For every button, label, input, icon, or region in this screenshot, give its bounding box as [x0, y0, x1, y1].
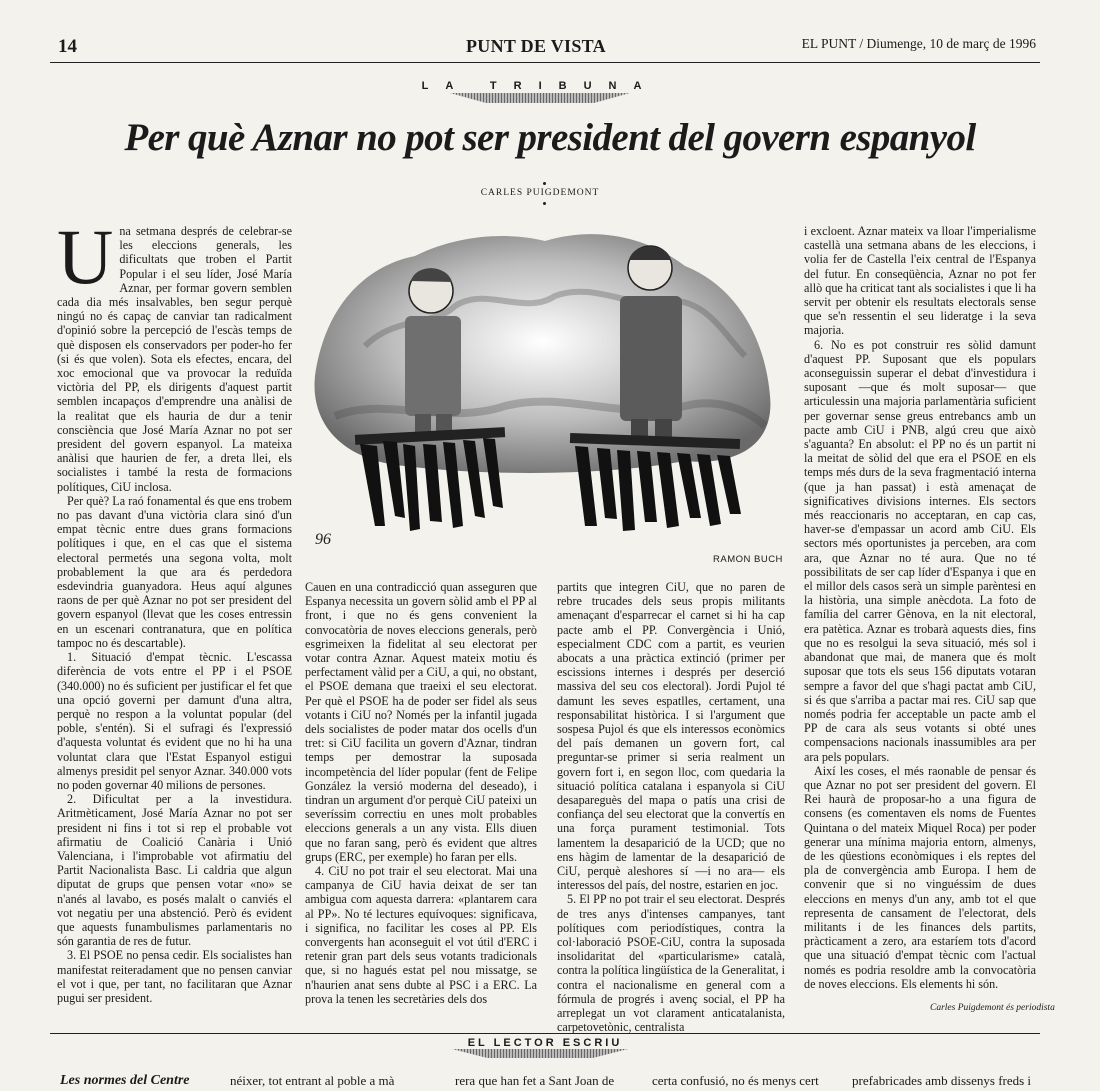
paragraph: 1. Situació d'empat tècnic. L'escassa diferència de vots entre el PP i el PSOE (340.000) no és suficient per justificar el fet que una opció governi per damunt d'una altra, perquè no respon a la voluntat popular (del poble, s'entén). Si el sufragi és l'expressió d'aquesta voluntat és evident que no hi ha una voluntat clara que l'Estat Espanyol estigui almenys presidit pel senyor Aznar. 340.000 vots no poden governar 40 milions de persones.	[57, 650, 292, 792]
paragraph: Una setmana després de celebrar-se les eleccions generals, les dificultats que troben el Partit Popular i el seu líder, José María Aznar, per formar govern semblen cada dia més insalvables, ben segur perquè ningú no és capaç de canviar tan radicalment d'opinió sobre la percepció de l'escàs temps de què disposen els conservadors per poder-ho fer (si és que volen). Sota els efectes, encara, del xoc emocional que va provocar la reduïda victòria del PP, els dirigents d'aquest partit semblen incapaços d'emprendre una anàlisi de la realitat que els hauria de dur a tenir consciència que José María Aznar no pot ser president del govern espanyol. La mateixa anàlisi que haurien de fer, a dreta llei, els socialistes i també la resta de formacions polítiques, CiU inclosa.	[57, 213, 292, 494]
column-2	[305, 580, 537, 1020]
paragraph: partits que integren CiU, que no paren de rebre trucades dels seus propis militants amenaçant d'esparrecar el carnet si hi ha cap pacte amb el PP. Convergència i Unió, especialment CDC com a partit, es veurien abocats a una pràctica extinció (primer per escissions internes i després per deserció massiva del seu cos electoral). Jordi Pujol té damunt les seves espatlles, certament, una responsabilitat històrica. I si l'argument que sospesa Pujol és que els interessos econòmics del país demanen un govern fort, cal preguntar-se primer si seria realment un govern fort i, en segon lloc, com quedaria la situació política catalana i espanyola si CiU desapareguès del mapa o patís una crisi de confiança del seu electorat que la convertís en una força purament testimonial. Tots lamentem la desaparició de la UCD; que no ens hàgim de lamentar de la desaparició de CiU, perquè aleshores sí —i no ara— els interessos del país, del nostre, estarien en joc.	[557, 580, 785, 893]
footer-snippet: certa confusió, no és menys cert	[652, 1073, 819, 1088]
footer-snippet-title: Les normes del Centre	[60, 1073, 190, 1088]
section-title: PUNT DE VISTA	[466, 36, 606, 56]
illustration-credit: RAMON BUCH	[713, 554, 783, 565]
footer-snippet: prefabricades amb dissenys freds i	[852, 1073, 1032, 1088]
artist-signature: 96	[315, 531, 331, 548]
kicker-ornament	[450, 93, 630, 103]
drop-cap: U	[57, 213, 114, 300]
paragraph: i excloent. Aznar mateix va lloar l'imperialisme castellà una setmana abans de les eleccions, i volia fer de Castella l'eix central de l'Espanya del futur. En conseqüència, Aznar no pot fer allò que ha criticat tant als socialistes i que li ha servit per obtenir els resultats electorals sense que se'n ressentin el seu lideratge i la seva majoria.	[804, 224, 1036, 338]
lector-ornament	[452, 1049, 628, 1058]
paragraph: Cauen en una contradicció quan asseguren que Espanya necessita un govern sòlid amb el PP al front, i que no és gens convenient la convocatòria de noves eleccions generals, però esgrimeixen la fidelitat al seu electorat per votar contra Aznar. Aquest mateix motiu és perfectament vàlid per a CiU, a qui, no obstant, el PSOE demana que traeixi el seu electorat. Per què el PSOE ha de poder ser fidel als seus votants i CiU no? Només per la infantil jugada dels socialistes de poder matar dos ocells d'un tret: si CiU facilita un govern d'Aznar, tindran temps per demostrar la suposada incompetència del líder popular (fent de Felipe González la versió moderna del deseado), i tindran un argument d'or perquè CiU pateixi un severíssim correctiu en unes molt probables eleccions generals a un any vista. Ells diuen que no faran sang, però és evident que altres grups (ERC, per exemple) ho faran per ells.	[305, 580, 537, 864]
column-1	[57, 213, 292, 1005]
footer-snippet: rera que han fet a Sant Joan de	[455, 1073, 615, 1088]
header-rule	[50, 62, 1040, 63]
paragraph: 6. No es pot construir res sòlid damunt d'aquest PP. Suposant que els populars aconseguissin superar el debat d'investidura i suposant —que és molt suposar— que articulessin una majoria parlamentària suficient per governar sense greus entrebancs amb un pacte amb CiU i PNB, algú creu que això s'aguanta? En absolut: el PP no és un partit ni la meitat de sòlid del que era el PSOE en els temps més durs de la seva fragmentació interna (que ja han passat) i està amenaçat de significatives divisions internes. Els sectors més reaccionaris no acceptaran, en cap cas, haver-se d'empassar un acord amb CiU. Els sectors més oportunistes ja perceben, ara com ara, que Aznar no té aura. Que no té possibilitats de ser cap líder d'Espanya i que en el millor dels casos serà un simple parèntesi en la història, una simple anècdota. La foto de família del carrer Gènova, en la nit electoral, era patètica. Aznar es trobarà aquests dies, fins que no es resolgui la seva situació, més sol i abandonat que mai, de manera que és molt suposar que tots els seus 156 diputats votaran sempre a favor del que s'hagi pactat amb CiU, si és que s'arriba a pactar mai res. CiU sap que només podria fer acceptable un pacte amb el PP de cara als seus votants si obté unes compensacions nacionals inassumibles ara per ara pels populars.	[804, 337, 1036, 764]
figure-left	[405, 268, 461, 434]
page-header	[0, 36, 1080, 60]
paragraph: 2. Dificultat per a la investidura. Aritmèticament, José María Aznar no pot ser president ni fins i tot si rep el probable vot afirmatiu de Coalició Canària i Unió Valenciana, i l'improbable vot afirmatiu del Partit Nacionalista Basc. Li caldria que algun diputat de grups que pensen votar «no» se n'anés al lavabo, es posés malalt o canviés el vot negatiu per una abstenció. Però és evident que aquests funambulismes parlamentaris no són garantia de res de futur.	[57, 792, 292, 949]
paragraph: Així les coses, el més raonable de pensar és que Aznar no pot ser president del govern. El Rei haurà de proposar-ho a una figura de consens (es comentaven els noms de Fuentes Quintana o del mateix Miquel Roca) per poder generar una mínima majoria entorn, almenys, de les qüestions econòmiques i els reptes del pla de convergència amb Europa. I hem de convenir que si no vinguéssim de dues eleccions en menys d'un any, amb tot el que representa de cansament de l'electorat, dels militants i de les finances dels partits, pràcticament a zero, ara estaríem tots d'acord que una situació d'empat tècnic com l'actual només es podria resoldre amb la convocatòria de noves eleccions. Els elements hi són.	[804, 763, 1036, 991]
kicker: LA TRIBUNA	[421, 80, 659, 92]
column-3	[557, 580, 785, 1035]
lector-section-title: EL LECTOR ESCRIU	[467, 1037, 623, 1049]
dateline: EL PUNT / Diumenge, 10 de març de 1996	[801, 36, 1036, 51]
byline: CARLES PUIGDEMONT	[0, 188, 1080, 198]
author-signoff: Carles Puigdemont és periodista	[930, 1003, 1055, 1013]
footer-snippet: néixer, tot entrant al poble a mà	[230, 1073, 395, 1088]
paragraph: Per què? La raó fonamental és que ens trobem no pas davant d'una victòria clara sinó d'un empat tècnic entre dues grans formacions polítiques i que, en el cas que el sistema electoral permetés una segona volta, molt probablement la que ara és perdedora esdevindria guanyadora. Heus aquí algunes raons de per què Aznar no pot ser president del govern espanyol (llevat que les coses entressin en un escenari contranatura, que en política tampoc no és descartable).	[57, 493, 292, 650]
page-number: 14	[58, 36, 77, 57]
cartoon-illustration	[305, 226, 785, 556]
paragraph: 3. El PSOE no pensa cedir. Els socialistes han manifestat reiteradament que no pensen canviar el vot i que, per tant, no facilitaran que Aznar pugui ser president.	[57, 948, 292, 1005]
paragraph: 5. El PP no pot trair el seu electorat. Després de tres anys d'intenses campanyes, tant polítiques com periodístiques, contra la col·laboració PSOE-CiU, contra la suposada insolidaritat del «particularisme» català, contra la política lingüística de la Generalitat, i contra el nacionalisme en general com a fórmula de progrés i avenç social, el PP ha arreplegat un vot clarament anticatalanista, carpetovetònic, centralista	[557, 892, 785, 1035]
headline: Per què Aznar no pot ser president del govern espanyol	[124, 116, 976, 159]
paragraph: 4. CiU no pot trair el seu electorat. Mai una campanya de CiU havia deixat de ser tan ambigua com aquesta darrera: «plantarem cara al PP». No té lectures equívoques: significava, i significa, no facilitar les coses al PP. Els convergents han aconseguit el vot útil d'ERC i retenir gran part dels seus votants tradicionals que, si no hagués estat pel nou missatge, se n'haurien anat sens dubte al PSC i a ERC. La prova la tenen les secretàries dels dos	[305, 864, 537, 1006]
column-4	[804, 224, 1036, 994]
